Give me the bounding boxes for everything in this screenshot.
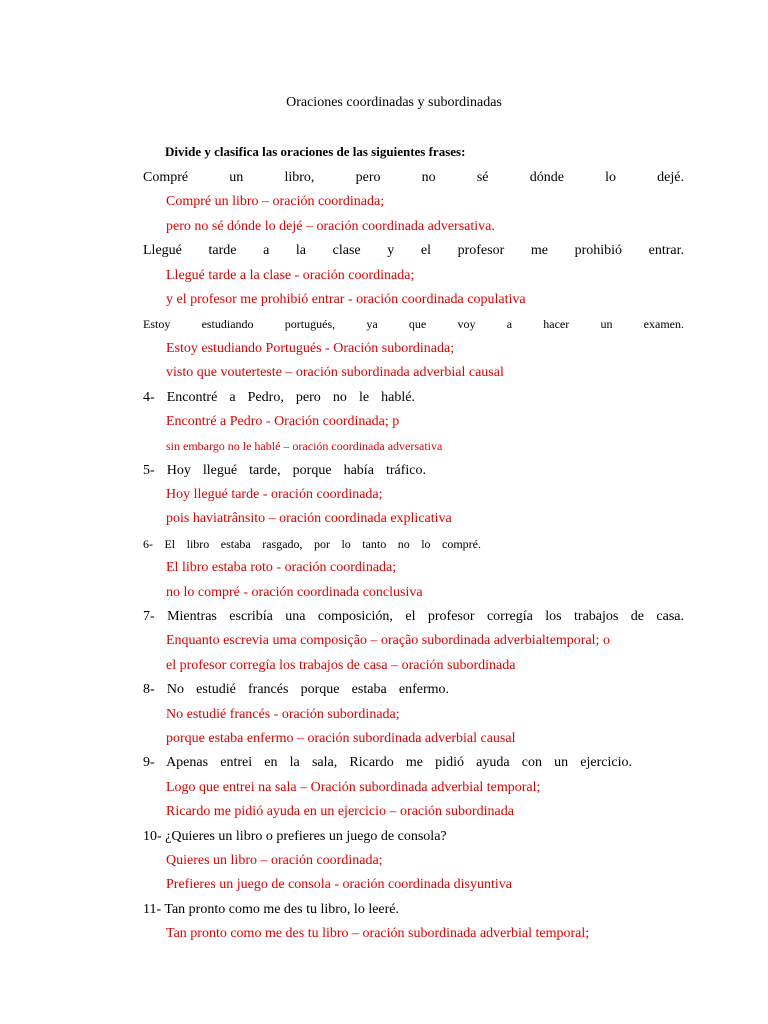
document-title: Oraciones coordinadas y subordinadas: [286, 95, 502, 110]
instruction-text: Divide y clasifica las oraciones de las siguientes frases:: [165, 144, 466, 159]
question-11: 11- Tan pronto como me des tu libro, lo leeré.: [143, 901, 400, 917]
exercise-list: [143, 166, 684, 947]
question-2: Llegué tarde a la clase y el profesor me prohibió entrar.: [143, 243, 684, 259]
answer-9-part-1: Logo que entrei na sala – Oración subordinada adverbial temporal;: [166, 779, 541, 795]
question-9: 9- Apenas entrei en la sala, Ricardo me pidió ayuda con un ejercicio.: [143, 755, 632, 771]
answer-5-part-2: pois haviatrânsito – oración coordinada explicativa: [166, 511, 452, 527]
answer-6-part-2: no lo compré - oración coordinada conclusiva: [166, 584, 423, 600]
question-5: 5- Hoy llegué tarde, porque había tráfico.: [143, 462, 426, 478]
answer-9-part-2: Ricardo me pidió ayuda en un ejercicio – oración subordinada: [166, 804, 514, 820]
answer-8-part-2: porque estaba enfermo – oración subordinada adverbial causal: [166, 730, 516, 746]
question-8: 8- No estudié francés porque estaba enfermo.: [143, 682, 449, 698]
answer-2-part-1: Llegué tarde a la clase - oración coordinada;: [166, 267, 415, 283]
answer-8-part-1: No estudié francés - oración subordinada;: [166, 706, 400, 722]
question-1: Compré un libro, pero no sé dónde lo dejé.: [143, 170, 684, 185]
answer-3-part-1: Estoy estudiando Portugués - Oración subordinada;: [166, 340, 455, 356]
question-7: 7- Mientras escribía una composición, el profesor corregía los trabajos de casa.: [143, 609, 684, 625]
answer-4-part-1: Encontré a Pedro - Oración coordinada; p: [166, 413, 400, 429]
question-3: Estoy estudiando portugués, ya que voy a hacer un examen.: [143, 317, 684, 332]
answer-10-part-2: Prefieres un juego de consola - oración coordinada disyuntiva: [166, 877, 513, 893]
question-10: 10- ¿Quieres un libro o prefieres un juego de consola?: [143, 828, 447, 844]
question-4: 4- Encontré a Pedro, pero no le hablé.: [143, 389, 415, 405]
answer-7-part-2: el profesor corregía los trabajos de casa – oración subordinada: [166, 657, 516, 673]
answer-5-part-1: Hoy llegué tarde - oración coordinada;: [166, 487, 383, 503]
answer-7-part-1: Enquanto escrevia uma composição – oração subordinada adverbialtemporal; o: [166, 633, 610, 649]
answer-11-part-1: Tan pronto como me des tu libro – oración subordinada adverbial temporal;: [166, 926, 590, 942]
answer-2-part-2: y el profesor me prohibió entrar - oración coordinada copulativa: [166, 291, 526, 307]
answer-1-part-1: Compré un libro – oración coordinada;: [166, 194, 385, 210]
answer-10-part-1: Quieres un libro – oración coordinada;: [166, 852, 383, 868]
answer-1-part-2: pero no sé dónde lo dejé – oración coordinada adversativa.: [166, 218, 495, 234]
answer-6-part-1: El libro estaba roto - oración coordinada;: [166, 560, 397, 576]
answer-4-part-2: sin embargo no le hablé – oración coordinada adversativa: [166, 439, 443, 454]
answer-3-part-2: visto que vouterteste – oración subordinada adverbial causal: [166, 365, 504, 381]
question-6: 6- El libro estaba rasgado, por lo tanto no lo compré.: [143, 536, 481, 551]
